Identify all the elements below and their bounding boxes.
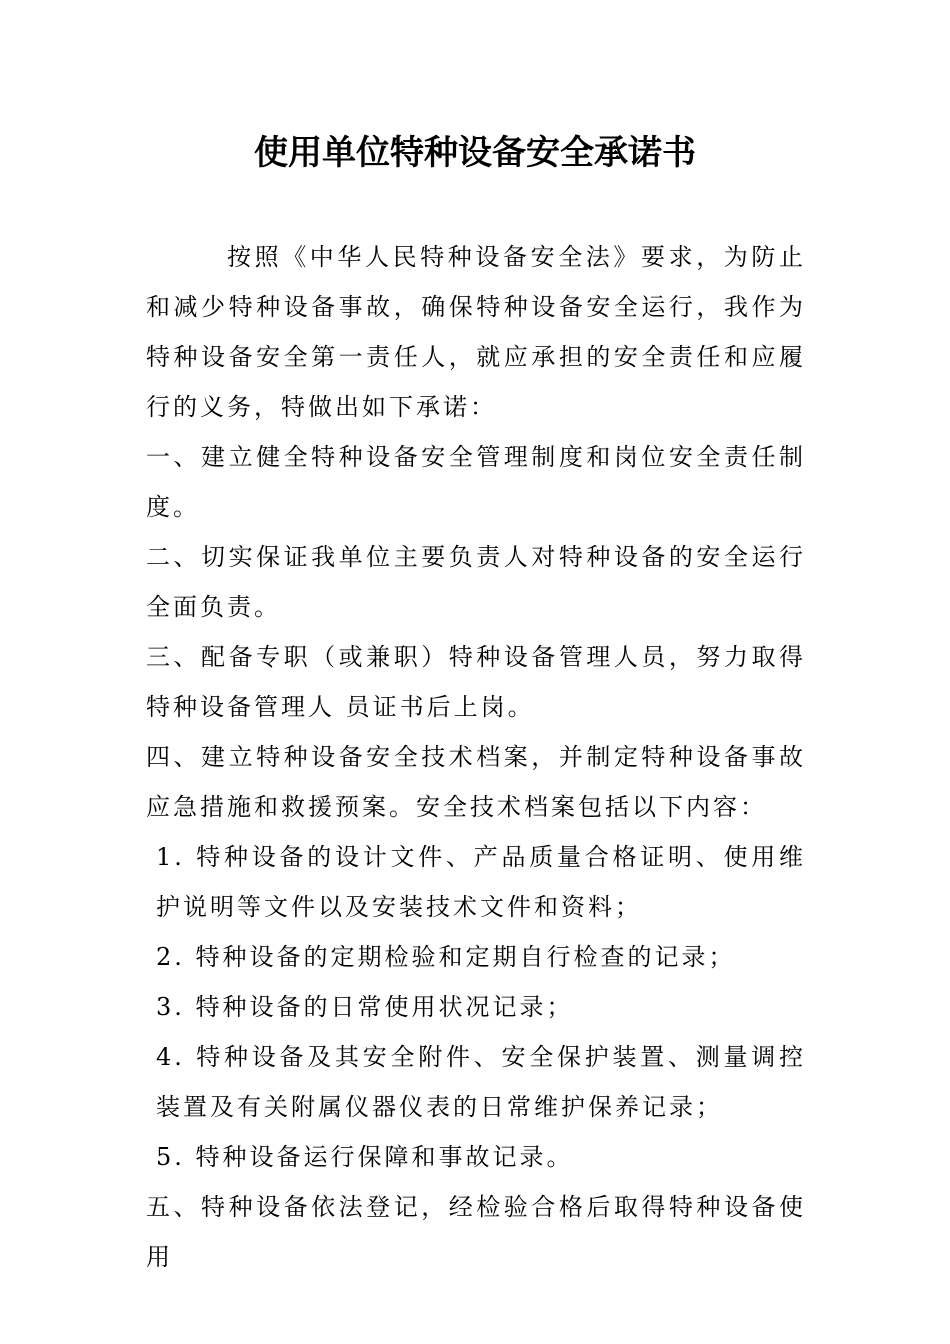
- intro-paragraph: 按照《中华人民特种设备安全法》要求，为防止和减少特种设备事故，确保特种设备安全运行，我作为特种设备安全第一责任人，就应承担的安全责任和应履行的义务，特做出如下承诺：: [146, 243, 806, 421]
- archive-content-item-2: 2. 特种设备的定期检验和定期自行检查的记录；: [156, 943, 736, 971]
- commitment-item-4: 四、建立特种设备安全技术档案，并制定特种设备事故应急措施和救援预案。安全技术档案包括以下内容：: [146, 743, 806, 821]
- archive-content-item-4: 4. 特种设备及其安全附件、安全保护装置、测量调控装置及有关附属仪器仪表的日常维护保养记录；: [156, 1043, 806, 1121]
- document-body: [146, 232, 806, 1282]
- commitment-item-1: 一、建立健全特种设备安全管理制度和岗位安全责任制度。: [146, 443, 806, 521]
- archive-content-item-5: 5. 特种设备运行保障和事故记录。: [156, 1143, 574, 1171]
- archive-content-item-1: 1. 特种设备的设计文件、产品质量合格证明、使用维护说明等文件以及安装技术文件和资料；: [156, 843, 806, 921]
- commitment-item-3: 三、配备专职（或兼职）特种设备管理人员，努力取得特种设备管理人 员证书后上岗。: [146, 643, 806, 721]
- commitment-item-5: 五、特种设备依法登记，经检验合格后取得特种设备使用: [146, 1193, 806, 1271]
- commitment-item-2: 二、切实保证我单位主要负责人对特种设备的安全运行全面负责。: [146, 543, 806, 621]
- document-title: 使用单位特种设备安全承诺书: [254, 133, 696, 173]
- archive-content-item-3: 3. 特种设备的日常使用状况记录；: [156, 993, 574, 1021]
